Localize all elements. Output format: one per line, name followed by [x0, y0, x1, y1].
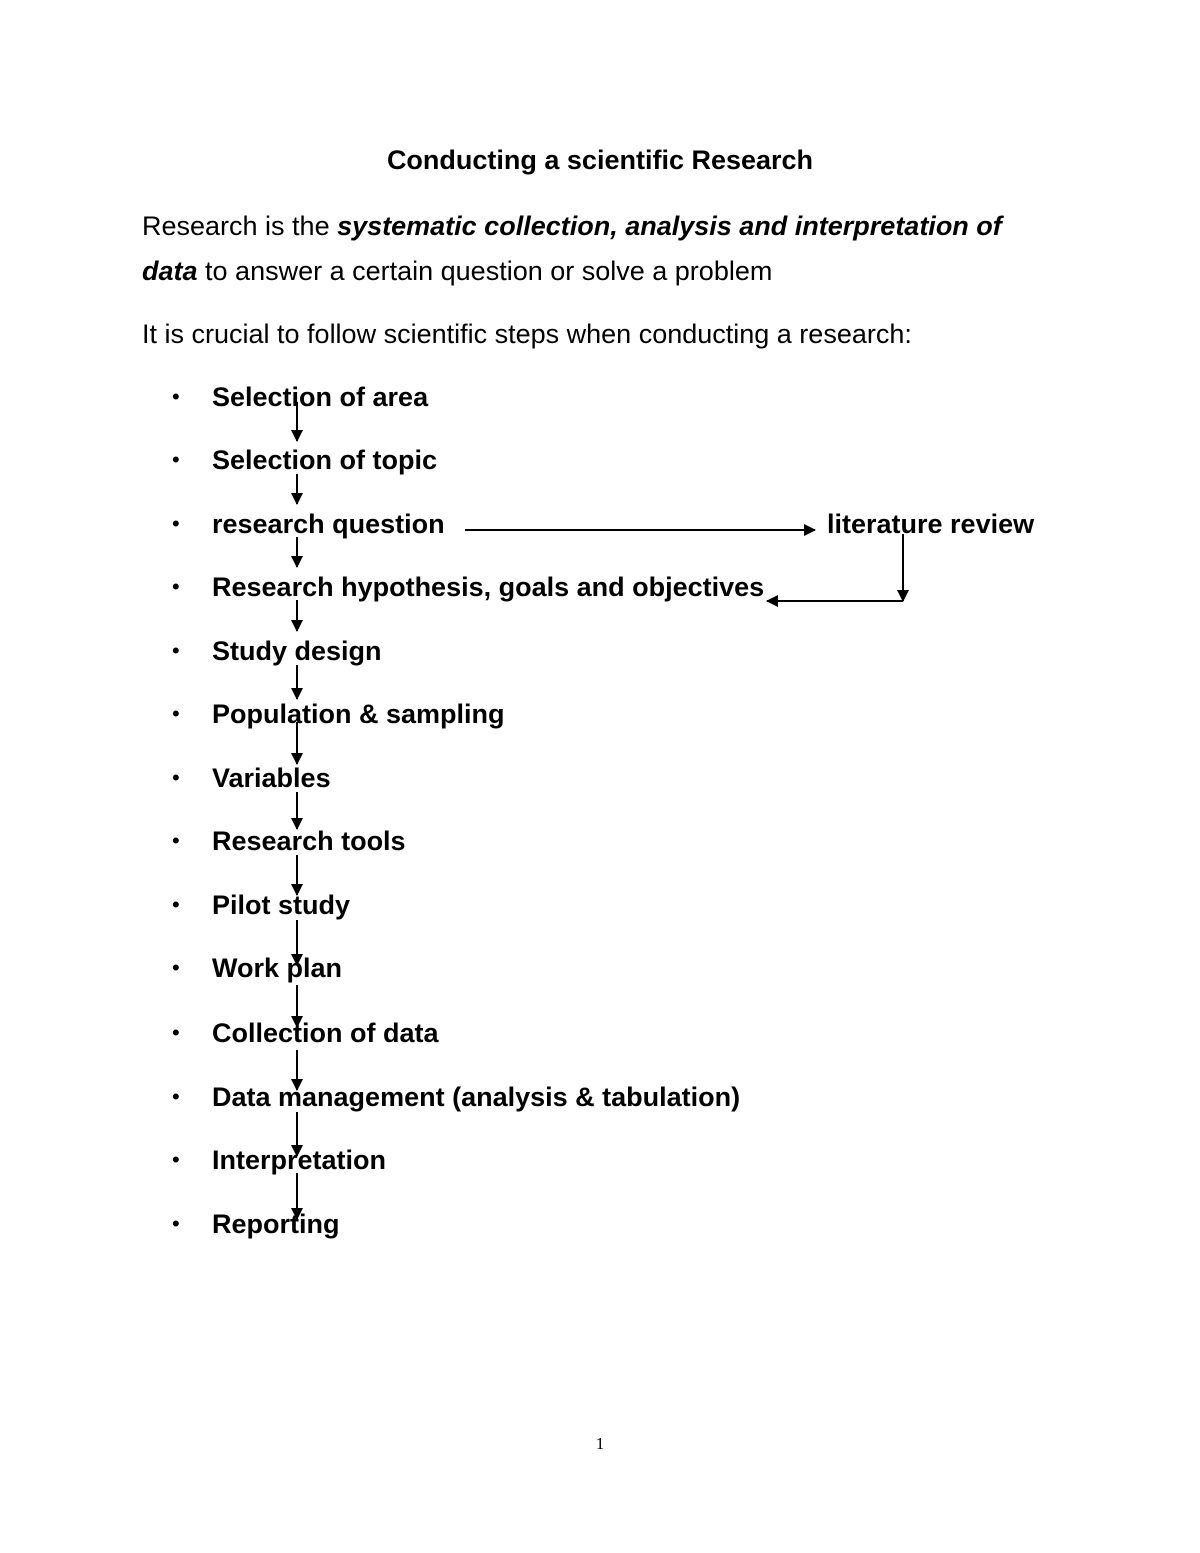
step-label: Research tools: [212, 826, 406, 856]
step-label: Research hypothesis, goals and objectives: [212, 572, 765, 602]
bullet: •: [172, 1147, 180, 1172]
intro-paragraph: It is crucial to follow scientific steps when conducting a research:: [142, 319, 912, 349]
step-label: Reporting: [212, 1209, 340, 1239]
bullet: •: [172, 574, 180, 599]
step-label: Selection of topic: [212, 445, 438, 475]
bullet: •: [172, 1020, 180, 1045]
page-number: 1: [595, 1434, 605, 1453]
step-label: Study design: [212, 636, 382, 666]
definition-prefix: Research is the: [142, 211, 338, 241]
step-label: Variables: [212, 763, 331, 793]
step-label: Collection of data: [212, 1018, 439, 1048]
step-label: research question: [212, 509, 445, 539]
bullet: •: [172, 1084, 180, 1109]
bullet: •: [172, 955, 180, 980]
bullet: •: [172, 892, 180, 917]
bullet: •: [172, 1211, 180, 1236]
literature-review-label: literature review: [827, 509, 1035, 539]
page-title: Conducting a scientific Research: [386, 145, 814, 175]
bullet: •: [172, 828, 180, 853]
bullet: •: [172, 638, 180, 663]
definition-emphasis: systematic collection, analysis and interpretation of data: [142, 211, 1002, 286]
bullet: •: [172, 765, 180, 790]
bullet: •: [172, 511, 180, 536]
bullet: •: [172, 384, 180, 409]
step-label: Data management (analysis & tabulation): [212, 1082, 741, 1112]
step-label: Selection of area: [212, 382, 429, 412]
step-label: Pilot study: [212, 890, 351, 920]
definition-suffix: to answer a certain question or solve a problem: [197, 256, 773, 286]
step-label: Interpretation: [212, 1145, 387, 1175]
step-label: Work plan: [212, 953, 343, 983]
literature-review-branch: [465, 530, 903, 601]
bullet: •: [172, 701, 180, 726]
bullet: •: [172, 447, 180, 472]
step-label: Population & sampling: [212, 699, 505, 729]
